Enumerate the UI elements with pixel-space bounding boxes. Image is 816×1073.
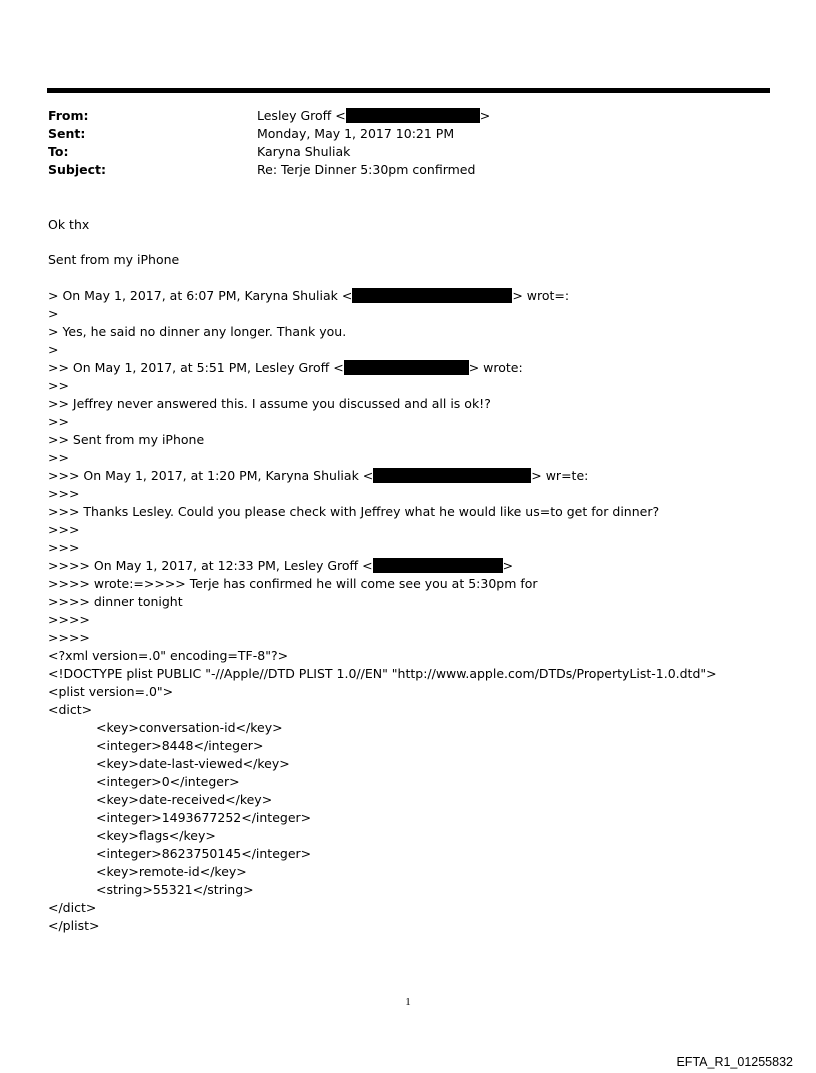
quoted-line: >>> Thanks Lesley. Could you please check with Jeffrey what he would like us=to get for dinner?	[48, 504, 660, 519]
quoted-text: >	[502, 558, 514, 573]
quoted-text: >> On May 1, 2017, at 5:51 PM, Lesley Groff <	[48, 360, 344, 375]
quoted-line: >>>	[48, 540, 80, 555]
quoted-line: >>>>	[48, 630, 90, 645]
quoted-text: > wrot=:	[512, 288, 570, 303]
quoted-text: >>> On May 1, 2017, at 1:20 PM, Karyna Shuliak <	[48, 468, 374, 483]
subject-value: Re: Terje Dinner 5:30pm confirmed	[257, 162, 476, 177]
plist-entry: <key>conversation-id</key>	[96, 720, 283, 735]
from-label: From:	[48, 108, 89, 123]
dict-close: </dict>	[48, 900, 97, 915]
quoted-line: >>	[48, 450, 69, 465]
plist-entry: <key>remote-id</key>	[96, 864, 247, 879]
quoted-line: >> Sent from my iPhone	[48, 432, 205, 447]
quoted-line	[48, 467, 588, 485]
redaction-box	[373, 558, 503, 573]
quoted-line	[48, 359, 523, 377]
from-value	[257, 107, 490, 125]
from-close: >	[479, 108, 491, 123]
plist-entry: <key>date-received</key>	[96, 792, 273, 807]
page-number: 1	[405, 996, 411, 1008]
redaction-box	[346, 108, 480, 123]
sent-value: Monday, May 1, 2017 10:21 PM	[257, 126, 455, 141]
plist-entry: <key>flags</key>	[96, 828, 216, 843]
plist-doctype: <!DOCTYPE plist PUBLIC "-//Apple//DTD PLIST 1.0//EN" "http://www.apple.com/DTDs/PropertyList-1.0.dtd">	[48, 666, 717, 681]
quoted-text: > wr=te:	[531, 468, 589, 483]
body-line: Ok thx	[48, 217, 90, 232]
plist-close: </plist>	[48, 918, 100, 933]
body-line: Sent from my iPhone	[48, 252, 180, 267]
dict-open: <dict>	[48, 702, 93, 717]
sent-label: Sent:	[48, 126, 86, 141]
quoted-line: >>	[48, 378, 69, 393]
quoted-line: >>>> dinner tonight	[48, 594, 183, 609]
quoted-line: >	[48, 342, 59, 357]
plist-entry: <integer>8448</integer>	[96, 738, 264, 753]
plist-open: <plist version=.0">	[48, 684, 174, 699]
header-rule	[47, 88, 770, 93]
quoted-line: >>>	[48, 486, 80, 501]
quoted-line: >>	[48, 414, 69, 429]
bates-number: EFTA_R1_01255832	[676, 1055, 793, 1069]
subject-label: Subject:	[48, 162, 106, 177]
redaction-box	[352, 288, 512, 303]
quoted-line: >>>	[48, 522, 80, 537]
quoted-text: >>>> On May 1, 2017, at 12:33 PM, Lesley Groff <	[48, 558, 373, 573]
quoted-text: > On May 1, 2017, at 6:07 PM, Karyna Shuliak <	[48, 288, 353, 303]
to-label: To:	[48, 144, 69, 159]
redaction-box	[373, 468, 531, 483]
plist-entry: <key>date-last-viewed</key>	[96, 756, 290, 771]
quoted-line: >> Jeffrey never answered this. I assume you discussed and all is ok!?	[48, 396, 491, 411]
plist-entry: <integer>0</integer>	[96, 774, 240, 789]
quoted-line: > Yes, he said no dinner any longer. Thank you.	[48, 324, 347, 339]
plist-entry: <integer>1493677252</integer>	[96, 810, 312, 825]
plist-entry: <string>55321</string>	[96, 882, 254, 897]
redaction-box	[344, 360, 469, 375]
quoted-line: >>>>	[48, 612, 90, 627]
quoted-line	[48, 287, 569, 305]
to-value: Karyna Shuliak	[257, 144, 351, 159]
quoted-line: >>>> wrote:=>>>> Terje has confirmed he will come see you at 5:30pm for	[48, 576, 538, 591]
plist-entry: <integer>8623750145</integer>	[96, 846, 312, 861]
plist-xml-declaration: <?xml version=.0" encoding=TF-8"?>	[48, 648, 289, 663]
from-name: Lesley Groff <	[257, 108, 346, 123]
quoted-line: >	[48, 306, 59, 321]
quoted-text: > wrote:	[468, 360, 523, 375]
quoted-line	[48, 557, 513, 575]
